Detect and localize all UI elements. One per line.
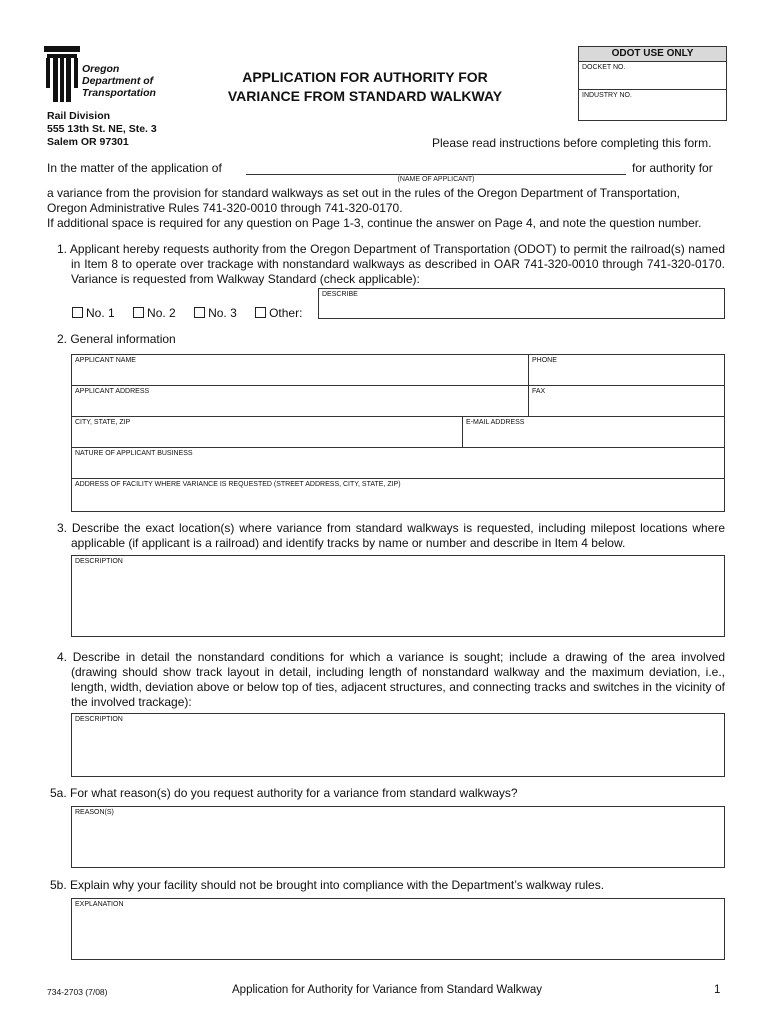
instructions-note: Please read instructions before completing this form. (432, 136, 712, 150)
applicant-name-field[interactable] (71, 354, 529, 386)
docket-field[interactable] (579, 62, 726, 90)
checkbox-no1[interactable] (72, 307, 83, 318)
division-address (47, 110, 157, 149)
item-5a-reasons-field[interactable] (71, 806, 725, 868)
facility-address-label: ADDRESS OF FACILITY WHERE VARIANCE IS REQUESTED (STREET ADDRESS, CITY, STATE, ZIP) (75, 481, 401, 488)
item-3-description-label: DESCRIPTION (75, 558, 123, 565)
applicant-name-caption: (NAME OF APPLICANT) (397, 176, 475, 183)
item-5a-text: 5a. For what reason(s) do you request authority for a variance from standard walkways? (50, 786, 518, 800)
footer-form-title: Application for Authority for Variance from Standard Walkway (232, 984, 543, 996)
matter-prefix: In the matter of the application of (47, 161, 222, 175)
odot-logo-icon (44, 46, 80, 102)
option-other[interactable] (255, 306, 302, 320)
agency-line-2: Department of (82, 75, 154, 87)
form-title-line-2: VARIANCE FROM STANDARD WALKWAY (227, 88, 503, 104)
item-4-text: 4. Describe in detail the nonstandard conditions for which a variance is sought; include a drawing of the area involved (drawing should show track layout in detail, including length of nonstandard walkway and the maximum deviation, i.e., length, width, deviation above or below top of ties, adjacent structures, and connecting tracks and switches in the vicinity of the involved trackage): (57, 650, 725, 709)
city-state-zip-label: CITY, STATE, ZIP (75, 419, 131, 426)
item-4-description-label: DESCRIPTION (75, 716, 123, 723)
option-no1[interactable] (72, 306, 115, 320)
walkway-standard-options (72, 306, 302, 321)
division-city: Salem OR 97301 (47, 136, 129, 148)
page-number: 1 (714, 984, 721, 996)
option-no3-label: No. 3 (208, 306, 237, 320)
option-no2[interactable] (133, 306, 176, 320)
docket-label: DOCKET NO. (582, 64, 626, 71)
applicant-address-field[interactable] (71, 385, 529, 417)
email-label: E-MAIL ADDRESS (466, 419, 525, 426)
option-no2-label: No. 2 (147, 306, 176, 320)
fax-label: FAX (532, 388, 546, 395)
describe-field[interactable] (318, 288, 725, 319)
option-other-label: Other: (269, 306, 303, 320)
email-field[interactable] (462, 416, 725, 448)
nature-of-business-field[interactable] (71, 447, 725, 479)
division-street: 555 13th St. NE, Ste. 3 (47, 123, 157, 135)
intro-line-1: a variance from the provision for standard walkways as set out in the rules of the Oregon Department of Transportation, (47, 186, 680, 200)
fax-field[interactable] (528, 385, 725, 417)
odot-use-only-heading: ODOT USE ONLY (579, 47, 726, 62)
industry-field[interactable] (579, 90, 726, 118)
form-title-line-1: APPLICATION FOR AUTHORITY FOR (242, 69, 488, 85)
division-name: Rail Division (47, 110, 111, 122)
applicant-name-label: APPLICANT NAME (75, 357, 136, 364)
intro-line-2: Oregon Administrative Rules 741-320-0010 through 741-320-0170. (47, 201, 403, 215)
intro-line-3: If additional space is required for any question on Page 1-3, continue the answer on Page 4, and note the question number. (47, 216, 702, 230)
item-5b-explanation-field[interactable] (71, 898, 725, 960)
industry-label: INDUSTRY NO. (582, 92, 632, 99)
applicant-address-label: APPLICANT ADDRESS (75, 388, 150, 395)
item-5b-text: 5b. Explain why your facility should not be brought into compliance with the Department’s walkway rules. (50, 878, 605, 892)
matter-suffix: for authority for (632, 161, 713, 175)
form-title (200, 68, 530, 106)
option-no3[interactable] (194, 306, 237, 320)
checkbox-no2[interactable] (133, 307, 144, 318)
option-no1-label: No. 1 (86, 306, 115, 320)
phone-label: PHONE (532, 357, 557, 364)
city-state-zip-field[interactable] (71, 416, 463, 448)
facility-address-field[interactable] (71, 478, 725, 512)
form-number: 734-2703 (7/08) (47, 987, 108, 997)
checkbox-no3[interactable] (194, 307, 205, 318)
item-4-description-field[interactable] (71, 713, 725, 777)
agency-name (82, 63, 156, 99)
agency-line-1: Oregon (82, 63, 120, 75)
item-5a-reasons-label: REASON(S) (75, 809, 114, 816)
item-3-description-field[interactable] (71, 555, 725, 637)
phone-field[interactable] (528, 354, 725, 386)
odot-use-only-box (578, 46, 727, 121)
intro-paragraph (47, 186, 727, 231)
item-3-text: 3. Describe the exact location(s) where variance from standard walkways is requested, including milepost locations where applicable (if applicant is a railroad) and identify tracks by name or number and describe in Item 4 below. (57, 521, 725, 550)
describe-label: DESCRIBE (322, 291, 358, 298)
agency-line-3: Transportation (82, 87, 156, 99)
nature-of-business-label: NATURE OF APPLICANT BUSINESS (75, 450, 193, 457)
item-2-text: 2. General information (57, 332, 176, 346)
general-info-table (71, 354, 725, 512)
applicant-name-line[interactable] (246, 174, 626, 175)
item-1-text: 1. Applicant hereby requests authority from the Oregon Department of Transportation (ODOT) to permit the railroad(s) named in Item 8 to operate over trackage with nonstandard walkways as described in OAR 741-320-0010 through 741-320-0170. Variance is requested from Walkway Standard (check applicable): (57, 242, 725, 286)
item-5b-explanation-label: EXPLANATION (75, 901, 124, 908)
checkbox-other[interactable] (255, 307, 266, 318)
